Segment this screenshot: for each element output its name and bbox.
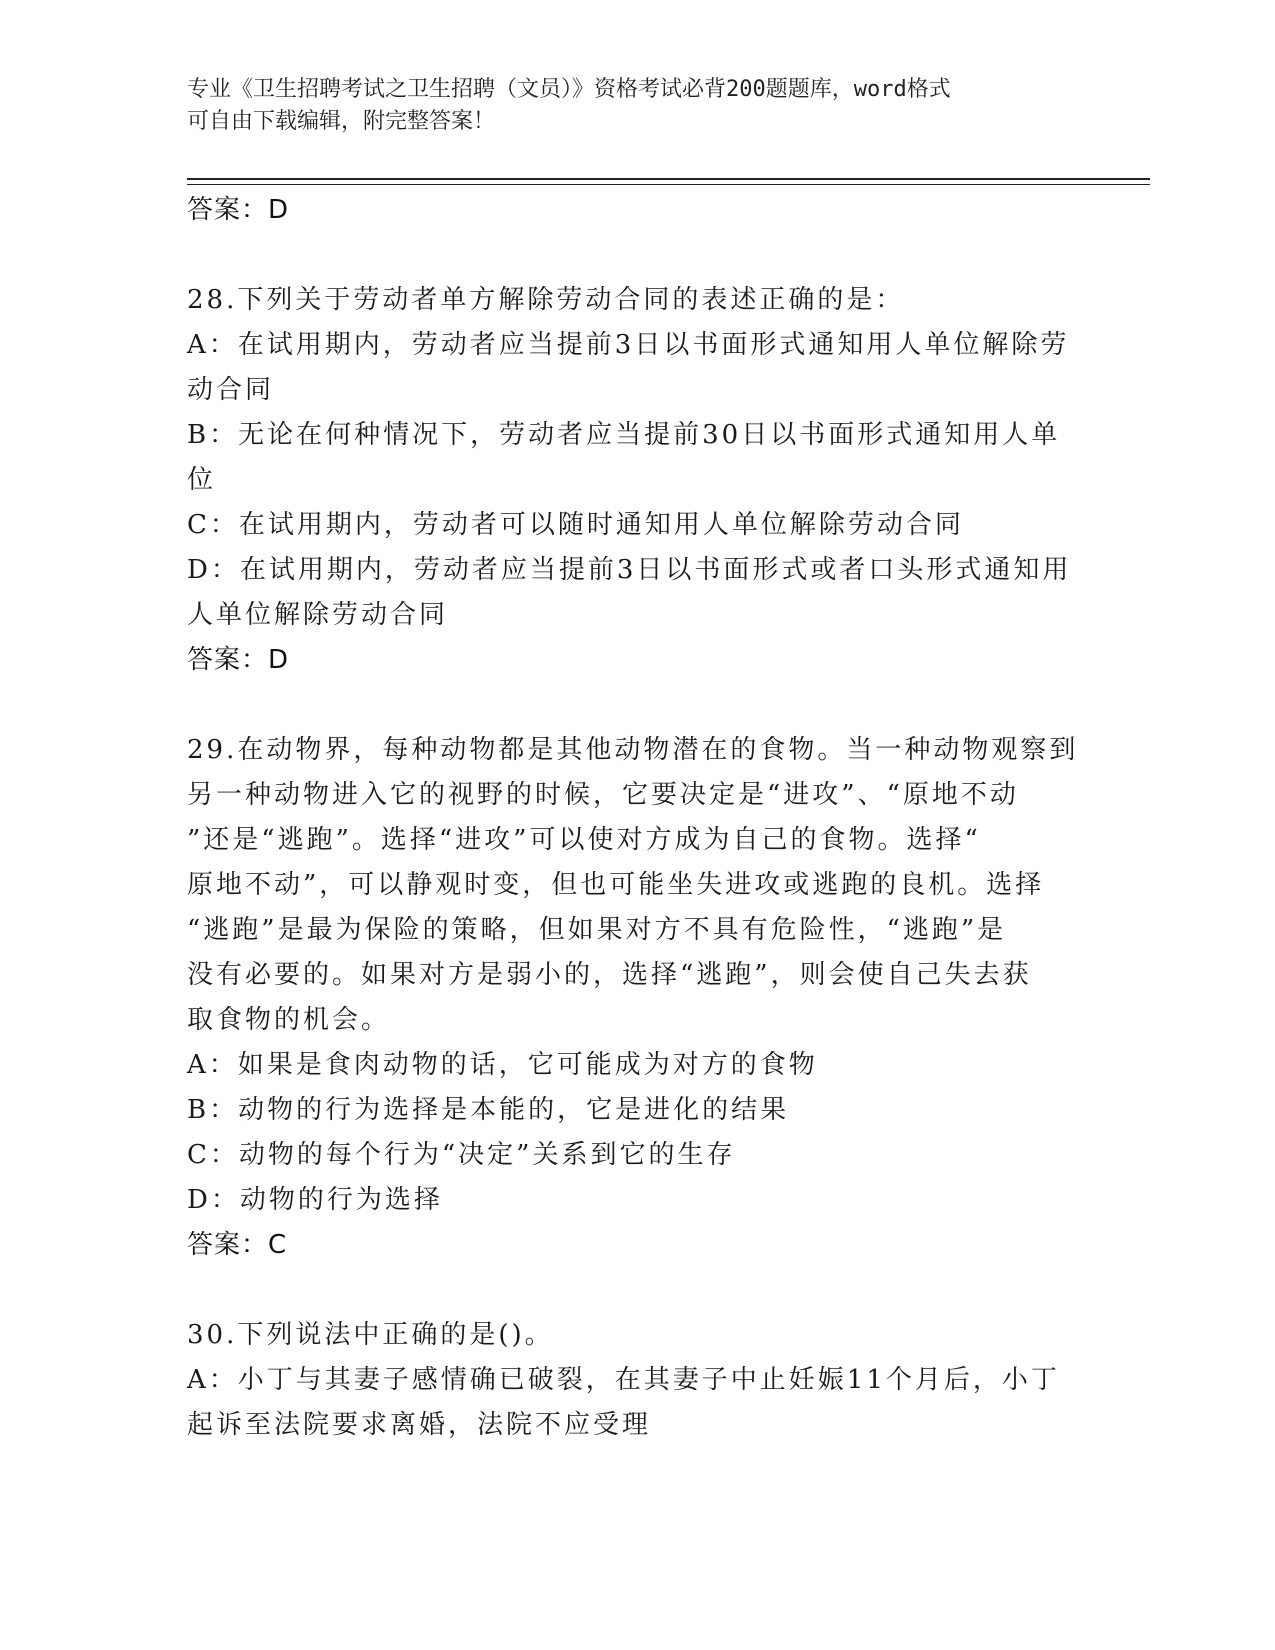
question-29-stem-line: 原地不动”，可以静观时变，但也可能坐失进攻或逃跑的良机。选择: [187, 870, 1045, 900]
question-28-option-b-cont: 位: [187, 465, 217, 495]
spacer: [187, 233, 1087, 278]
question-29-stem-line: 没有必要的。如果对方是弱小的，选择“逃跑”，则会使自己失去获: [187, 960, 1032, 990]
question-29-stem-line: 29.在动物界，每种动物都是其他动物潜在的食物。当一种动物观察到: [187, 735, 1079, 765]
answer-28: 答案：D: [187, 645, 290, 675]
question-30-option-a: A：小丁与其妻子感情确已破裂，在其妻子中止妊娠11个月后，小丁: [187, 1365, 1060, 1395]
question-28-option-d: D：在试用期内，劳动者应当提前3日以书面形式或者口头形式通知用: [187, 555, 1072, 585]
page-header: [187, 74, 1067, 138]
question-29-stem-line: 另一种动物进入它的视野的时候，它要决定是“进攻”、“原地不动: [187, 780, 1019, 810]
question-29-option-a: A：如果是食肉动物的话，它可能成为对方的食物: [187, 1050, 818, 1080]
answer-29: 答案：C: [187, 1230, 288, 1260]
header-rule-thick: [187, 178, 1150, 180]
question-28-stem: 28.下列关于劳动者单方解除劳动合同的表述正确的是：: [187, 285, 905, 315]
question-28-option-d-cont: 人单位解除劳动合同: [187, 600, 449, 630]
question-29-option-b: B：动物的行为选择是本能的，它是进化的结果: [187, 1095, 790, 1125]
header-rule-thin: [187, 184, 1150, 185]
question-30-stem: 30.下列说法中正确的是()。: [187, 1320, 554, 1350]
header-line-1: 专业《卫生招聘考试之卫生招聘（文员）》资格考试必背200题题库，word格式: [187, 77, 951, 102]
answer-27: 答案：D: [187, 195, 290, 225]
spacer: [187, 683, 1087, 728]
question-29: [187, 728, 1087, 1268]
question-29-option-c: C：动物的每个行为“决定”关系到它的生存: [187, 1140, 736, 1170]
question-28-option-b: B：无论在何种情况下，劳动者应当提前30日以书面形式通知用人单: [187, 420, 1061, 450]
header-line-2: 可自由下载编辑，附完整答案！: [187, 109, 496, 134]
question-28: [187, 278, 1087, 683]
question-29-stem-line: ”还是“逃跑”。选择“进攻”可以使对方成为自己的食物。选择“: [187, 825, 981, 855]
question-28-option-a: A：在试用期内，劳动者应当提前3日以书面形式通知用人单位解除劳: [187, 330, 1070, 360]
question-28-option-c: C：在试用期内，劳动者可以随时通知用人单位解除劳动合同: [187, 510, 964, 540]
document-body: [187, 188, 1087, 1448]
question-30-option-a-cont: 起诉至法院要求离婚，法院不应受理: [187, 1410, 652, 1440]
question-29-stem-line: “逃跑”是最为保险的策略，但如果对方不具有危险性，“逃跑”是: [187, 915, 1007, 945]
question-29-option-d: D：动物的行为选择: [187, 1185, 443, 1215]
question-30: [187, 1313, 1087, 1448]
spacer: [187, 1268, 1087, 1313]
question-29-stem-line: 取食物的机会。: [187, 1005, 391, 1035]
question-28-option-a-cont: 动合同: [187, 375, 275, 405]
